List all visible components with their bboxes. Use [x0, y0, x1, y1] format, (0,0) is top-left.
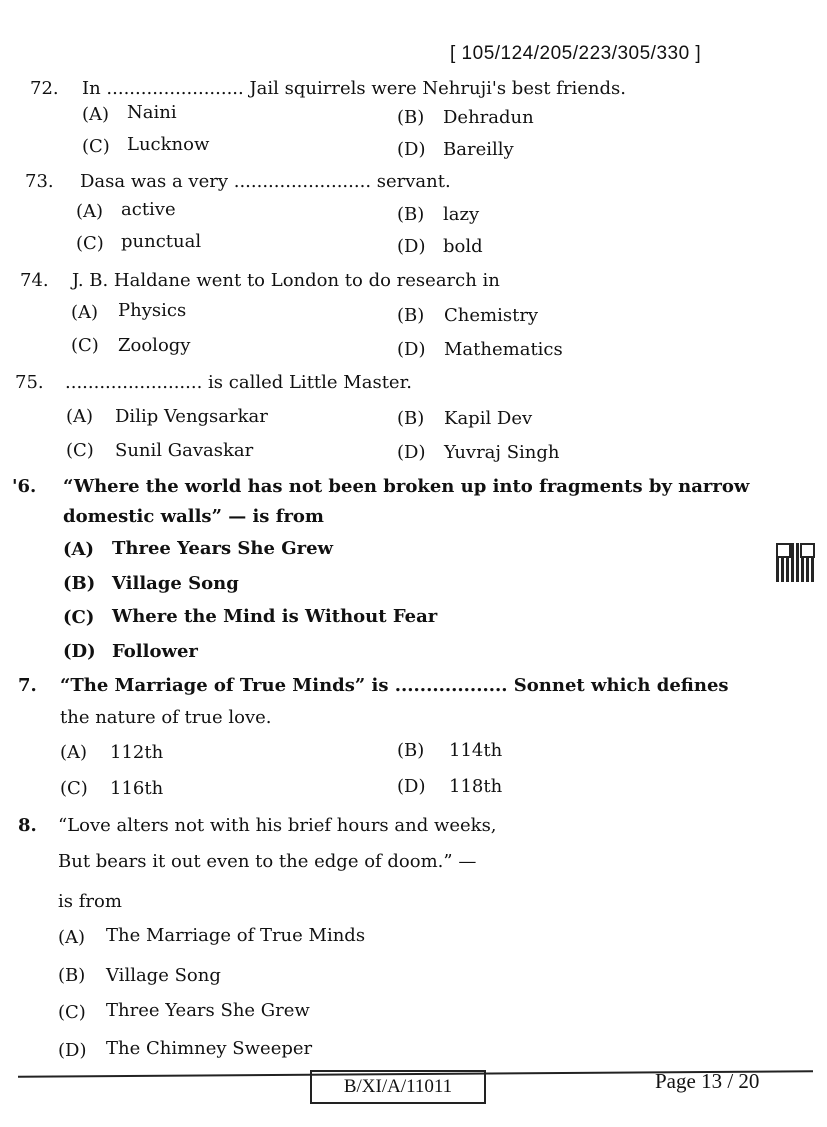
option-text: The Chimney Sweeper: [106, 1038, 313, 1059]
question-number: 8.: [18, 815, 37, 836]
question-text: domestic walls” — is from: [63, 506, 324, 527]
paper-codes: [ 105/124/205/223/305/330 ]: [450, 43, 702, 64]
option-label: (B): [63, 573, 96, 594]
option-text: Dilip Vengsarkar: [115, 406, 268, 427]
option-text: 116th: [110, 778, 164, 799]
option-label: (C): [58, 1002, 86, 1023]
option-label: (D): [63, 641, 96, 662]
question-text: “Where the world has not been broken up into fragments by narrow: [63, 476, 750, 497]
option-label: (A): [60, 742, 88, 763]
option-label: (B): [397, 305, 425, 326]
option-text: Dehradun: [443, 107, 534, 128]
question-text: Dasa was a very ........................ servant.: [80, 171, 451, 192]
booklet-code: B/XI/A/11011: [310, 1070, 486, 1104]
option-label: (C): [60, 778, 88, 799]
option-text: punctual: [121, 231, 202, 252]
option-label: (B): [397, 740, 425, 761]
option-label: (D): [397, 139, 426, 160]
option-text: Where the Mind is Without Fear: [112, 606, 438, 627]
option-label: (D): [397, 776, 426, 797]
question-text: J. B. Haldane went to London to do research in: [72, 270, 500, 291]
question-number: 75.: [15, 372, 44, 393]
option-label: (A): [71, 302, 99, 323]
option-text: 114th: [449, 740, 503, 761]
option-label: (C): [66, 440, 94, 461]
option-label: (B): [58, 965, 86, 986]
question-number: 7.: [18, 675, 37, 696]
option-label: (D): [397, 339, 426, 360]
option-text: active: [121, 199, 176, 220]
option-label: (C): [71, 335, 99, 356]
option-label: (D): [397, 442, 426, 463]
option-text: Naini: [127, 102, 177, 123]
option-label: (A): [76, 201, 104, 222]
option-label: (D): [58, 1040, 87, 1061]
question-text: ........................ is called Little Master.: [65, 372, 412, 393]
qr-code-icon: [776, 543, 815, 582]
option-label: (B): [397, 408, 425, 429]
option-text: lazy: [443, 204, 480, 225]
option-label: (D): [397, 236, 426, 257]
question-number: 72.: [30, 78, 59, 99]
option-label: (A): [58, 927, 86, 948]
option-text: Zoology: [118, 335, 191, 356]
option-text: Kapil Dev: [444, 408, 533, 429]
page-number: Page 13 / 20: [655, 1069, 760, 1093]
option-label: (A): [63, 539, 94, 560]
option-text: Yuvraj Singh: [444, 442, 560, 463]
option-text: Physics: [118, 300, 187, 321]
option-text: Three Years She Grew: [112, 538, 334, 559]
option-label: (B): [397, 107, 425, 128]
option-label: (B): [397, 204, 425, 225]
option-label: (C): [76, 233, 104, 254]
option-label: (C): [63, 607, 95, 628]
option-text: Village Song: [112, 573, 239, 594]
question-text: the nature of true love.: [60, 707, 272, 728]
option-text: Mathematics: [444, 339, 563, 360]
question-text: “Love alters not with his brief hours and weeks,: [58, 815, 497, 836]
question-number: '6.: [12, 476, 37, 497]
question-text: In ........................ Jail squirrels were Nehruji's best friends.: [82, 78, 626, 99]
option-text: bold: [443, 236, 483, 257]
option-text: The Marriage of True Minds: [106, 925, 366, 946]
option-label: (A): [82, 104, 110, 125]
option-label: (C): [82, 136, 110, 157]
option-text: Follower: [112, 641, 198, 662]
option-text: Chemistry: [444, 305, 539, 326]
question-number: 73.: [25, 171, 54, 192]
question-text: is from: [58, 891, 122, 912]
question-text: But bears it out even to the edge of doom.” —: [58, 851, 477, 872]
option-text: Three Years She Grew: [106, 1000, 310, 1021]
option-text: Sunil Gavaskar: [115, 440, 254, 461]
option-label: (A): [66, 406, 94, 427]
question-text: “The Marriage of True Minds” is .................. Sonnet which defines: [60, 675, 729, 696]
option-text: 112th: [110, 742, 164, 763]
option-text: 118th: [449, 776, 503, 797]
question-number: 74.: [20, 270, 49, 291]
option-text: Village Song: [106, 965, 221, 986]
option-text: Bareilly: [443, 139, 514, 160]
option-text: Lucknow: [127, 134, 210, 155]
